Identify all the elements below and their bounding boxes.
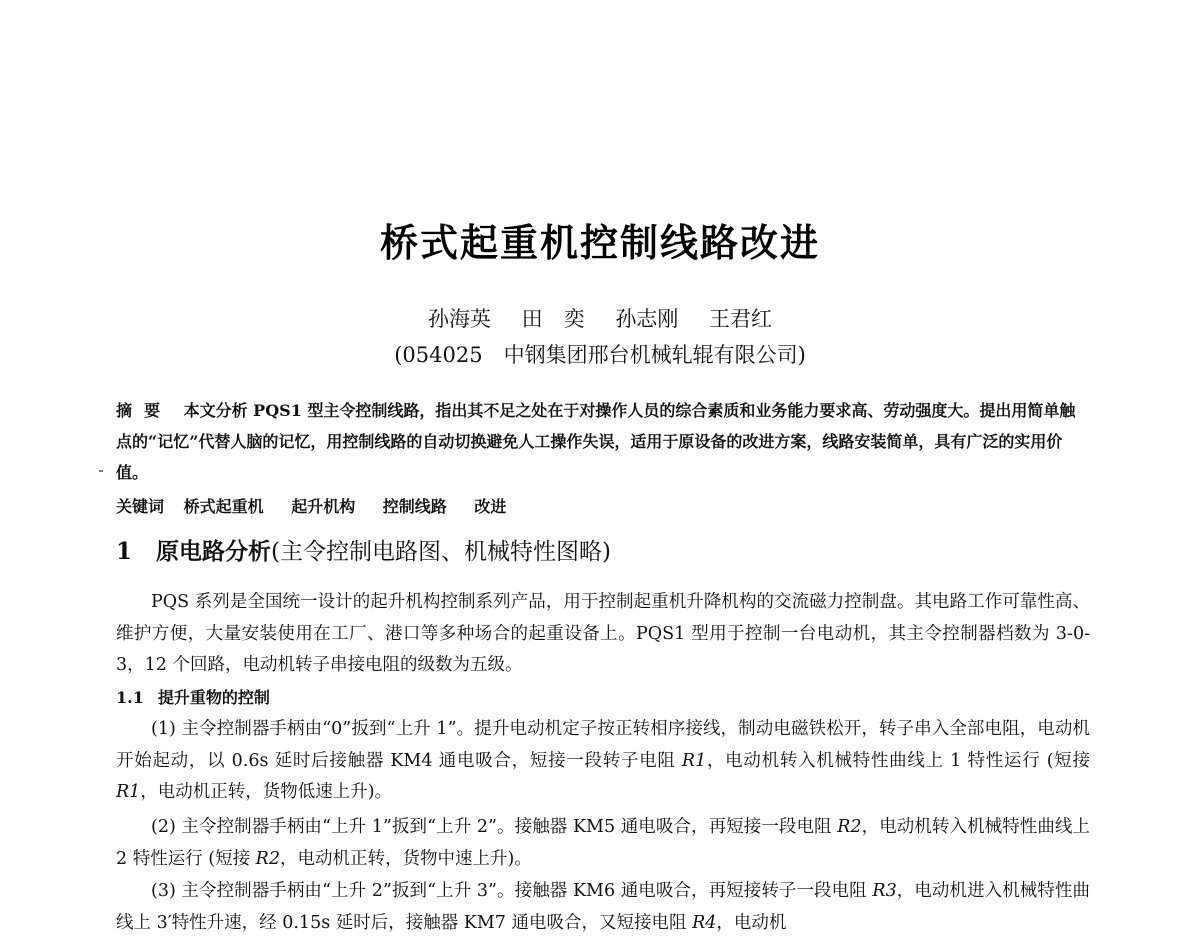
paragraph-text: ，电动机转入机械特性曲线上 2 特性运行 (短接: [116, 817, 1091, 869]
resistor-symbol: R4: [692, 912, 717, 933]
author-name: 孙海英: [427, 307, 491, 331]
keywords-label: 关键词: [116, 497, 165, 516]
section-number: 1: [116, 538, 133, 565]
author-list: [0, 303, 1200, 333]
keywords: [116, 491, 1090, 522]
paragraph-text: ，电动机正转，货物低速上升)。: [140, 782, 393, 802]
keyword: 起升机构: [291, 497, 356, 516]
affiliation: (054025 中钢集团邢台机械轧辊有限公司): [394, 343, 806, 367]
author-name: 王君红: [709, 307, 773, 331]
subsection-number: 1.1: [116, 688, 144, 707]
paper-title: 桥式起重机控制线路改进: [379, 220, 820, 265]
paragraph-text: ，电动机进入机械特性曲线上 3′特性升速，经 0.15s 延时后，接触器 KM7 通电吸合，又短接电阻: [116, 881, 1091, 933]
keyword: 改进: [474, 497, 507, 516]
resistor-symbol: R3: [872, 881, 897, 901]
subsection-title: 提升重物的控制: [157, 688, 270, 707]
resistor-symbol: R1: [681, 750, 707, 771]
paragraph-text: PQS 系列是全国统一设计的起升机构控制系列产品，用于控制起重机升降机构的交流磁力控制盘。其电路工作可靠性高、维护方便，大量安装使用在工厂、港口等多种场合的起重设备上。PQS1 型用于控制一台电动机，其主令控制器档数为 3-0-3，12 个回路，电动机转子串接电阻的级数为五级。: [116, 592, 1090, 675]
keyword: 控制线路: [382, 497, 447, 516]
subsection-heading: [116, 682, 1090, 713]
abstract-label: 摘要: [116, 401, 173, 420]
keyword: 桥式起重机: [183, 497, 264, 516]
section-heading: [116, 534, 1090, 570]
section-title: 原电路分析: [156, 538, 272, 565]
paragraph-text: ，电动机: [716, 912, 787, 933]
resistor-symbol: R2: [255, 848, 280, 869]
scan-artifact: [99, 470, 103, 472]
body-paragraph: [116, 587, 1090, 682]
author-name: 田 奕: [521, 307, 585, 331]
body-paragraph: [116, 812, 1090, 875]
body-paragraph: [116, 876, 1090, 939]
body-paragraph: [116, 714, 1090, 809]
paragraph-text: (2) 主令控制器手柄由“上升 1”扳到“上升 2”。接触器 KM5 通电吸合，再短接一段电阻: [151, 817, 838, 837]
resistor-symbol: R1: [116, 782, 141, 802]
paragraph-text: (1) 主令控制器手柄由“0”扳到“上升 1”。提升电动机定子按正转相序接线，制动电磁铁松开，转子串入全部电阻，电动机开始起动，以 0.6s 延时后接触器 KM4 通电吸合，短接一段转子电阻: [116, 719, 1090, 771]
section-subtitle: (主令控制电路图、机械特性图略): [271, 539, 611, 565]
author-name: 孙志刚: [615, 307, 679, 331]
abstract-text: 本文分析 PQS1 型主令控制线路，指出其不足之处在于对操作人员的综合素质和业务能力要求高、劳动强度大。提出用简单触点的“记忆”代替人脑的记忆，用控制线路的自动切换避免人工操作失误，适用于原设备的改进方案，线路安装简单，具有广泛的实用价值。: [116, 401, 1076, 482]
paragraph-text: (3) 主令控制器手柄由“上升 2”扳到“上升 3”。接触器 KM6 通电吸合，再短接转子一段电阻: [151, 881, 873, 901]
paragraph-text: ，电动机正转，货物中速上升)。: [279, 848, 532, 869]
abstract: [116, 395, 1090, 488]
resistor-symbol: R2: [837, 817, 862, 837]
paragraph-text: ，电动机转入机械特性曲线上 1 特性运行 (短接: [706, 750, 1090, 771]
